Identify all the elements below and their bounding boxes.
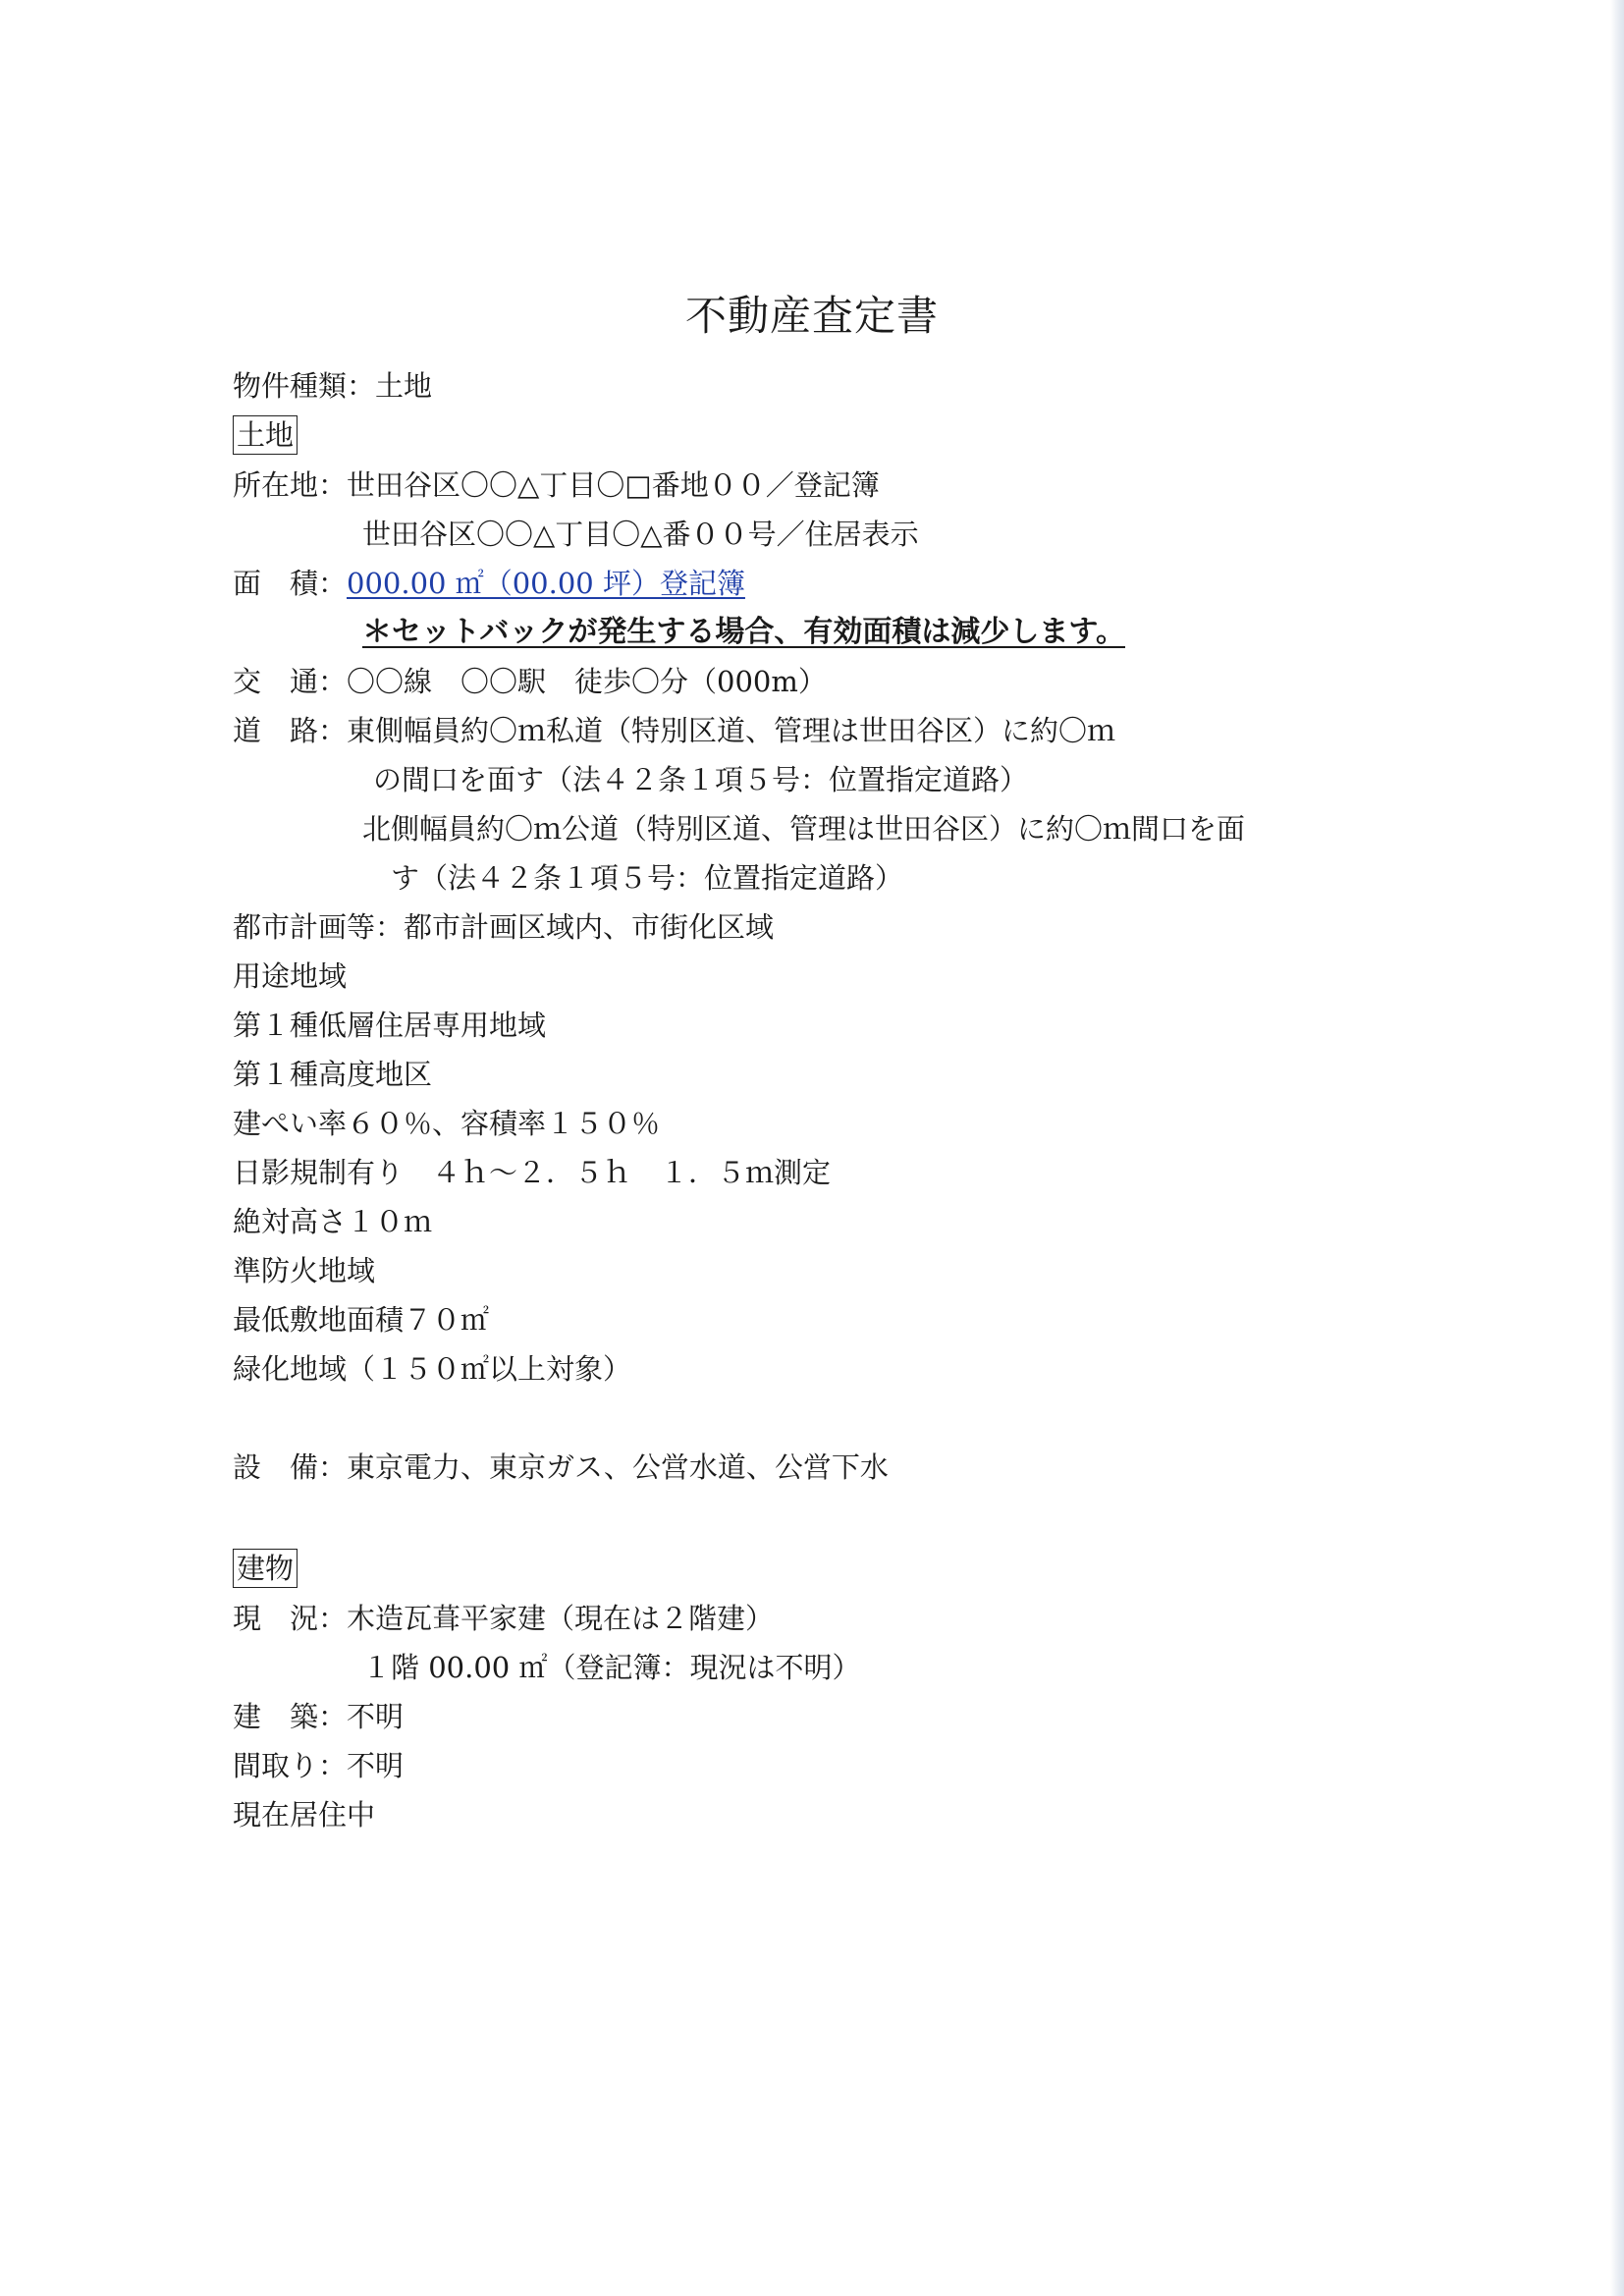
- construction-row: [233, 1695, 404, 1738]
- zoning-item: 準防火地域: [233, 1254, 376, 1287]
- setback-note: ＊セットバックが発生する場合、有効面積は減少します。: [362, 615, 1125, 649]
- area-label: 面 積：: [233, 567, 348, 600]
- building-status-row: [233, 1597, 774, 1640]
- building-heading-row: [233, 1547, 298, 1590]
- road-line-2: の間口を面す（法４２条１項５号：位置指定道路）: [373, 763, 1029, 796]
- location-line-2: 世田谷区〇〇△丁目〇△番００号／住居表示: [362, 518, 919, 551]
- occupancy-status: 現在居住中: [233, 1798, 376, 1831]
- construction-value: 不明: [347, 1700, 405, 1733]
- floor-plan-value: 不明: [347, 1749, 405, 1782]
- zoning-item: 第１種低層住居専用地域: [233, 1009, 547, 1042]
- floor-plan-row: [233, 1744, 404, 1787]
- road-label: 道 路：: [233, 714, 348, 747]
- zoning-item: 最低敷地面積７０㎡: [233, 1303, 490, 1337]
- building-section-heading: 建物: [233, 1549, 298, 1588]
- facilities-label: 設 備：: [233, 1450, 348, 1484]
- facilities-row: [233, 1446, 889, 1489]
- zoning-item: 日影規制有り ４ｈ～２．５ｈ １．５ｍ測定: [233, 1156, 832, 1189]
- zoning-item: 第１種高度地区: [233, 1058, 433, 1091]
- area-row: [233, 562, 745, 605]
- area-value: 000.00 ㎡（00.00 坪）登記簿: [347, 567, 745, 600]
- property-type: 物件種類：土地: [233, 369, 433, 403]
- road-line-1: 東側幅員約〇ｍ私道（特別区道、管理は世田谷区）に約〇ｍ: [347, 714, 1116, 747]
- city-planning: 都市計画等：都市計画区域内、市街化区域: [233, 910, 775, 944]
- road-line-4: す（法４２条１項５号：位置指定道路）: [391, 861, 904, 895]
- zoning-heading: 用途地域: [233, 959, 348, 993]
- document-title: 不動産査定書: [684, 292, 939, 340]
- zoning-item: 絶対高さ１０ｍ: [233, 1205, 433, 1238]
- road-line-3: 北側幅員約〇ｍ公道（特別区道、管理は世田谷区）に約〇ｍ間口を面: [362, 812, 1246, 846]
- building-status-line-2: １階 00.00 ㎡（登記簿：現況は不明）: [362, 1651, 861, 1684]
- transport-row: [233, 660, 827, 703]
- land-section-heading: 土地: [233, 415, 298, 455]
- floor-plan-label: 間取り：: [233, 1749, 348, 1782]
- building-status-line-1: 木造瓦葺平家建（現在は２階建）: [347, 1602, 775, 1635]
- facilities-value: 東京電力、東京ガス、公営水道、公営下水: [347, 1450, 889, 1484]
- transport-value: 〇〇線 〇〇駅 徒歩〇分（000m）: [347, 665, 827, 698]
- building-status-label: 現 況：: [233, 1602, 348, 1635]
- location-label: 所在地：: [233, 468, 348, 502]
- land-heading-row: [233, 413, 298, 457]
- road-row: [233, 709, 1115, 752]
- transport-label: 交 通：: [233, 665, 348, 698]
- location-line-1: 世田谷区〇〇△丁目〇□番地００／登記簿: [347, 468, 880, 502]
- zoning-item: 緑化地域（１５０㎡以上対象）: [233, 1352, 632, 1386]
- construction-label: 建 築：: [233, 1700, 348, 1733]
- location-row: [233, 464, 880, 507]
- zoning-item: 建ぺい率６０％、容積率１５０％: [233, 1107, 661, 1140]
